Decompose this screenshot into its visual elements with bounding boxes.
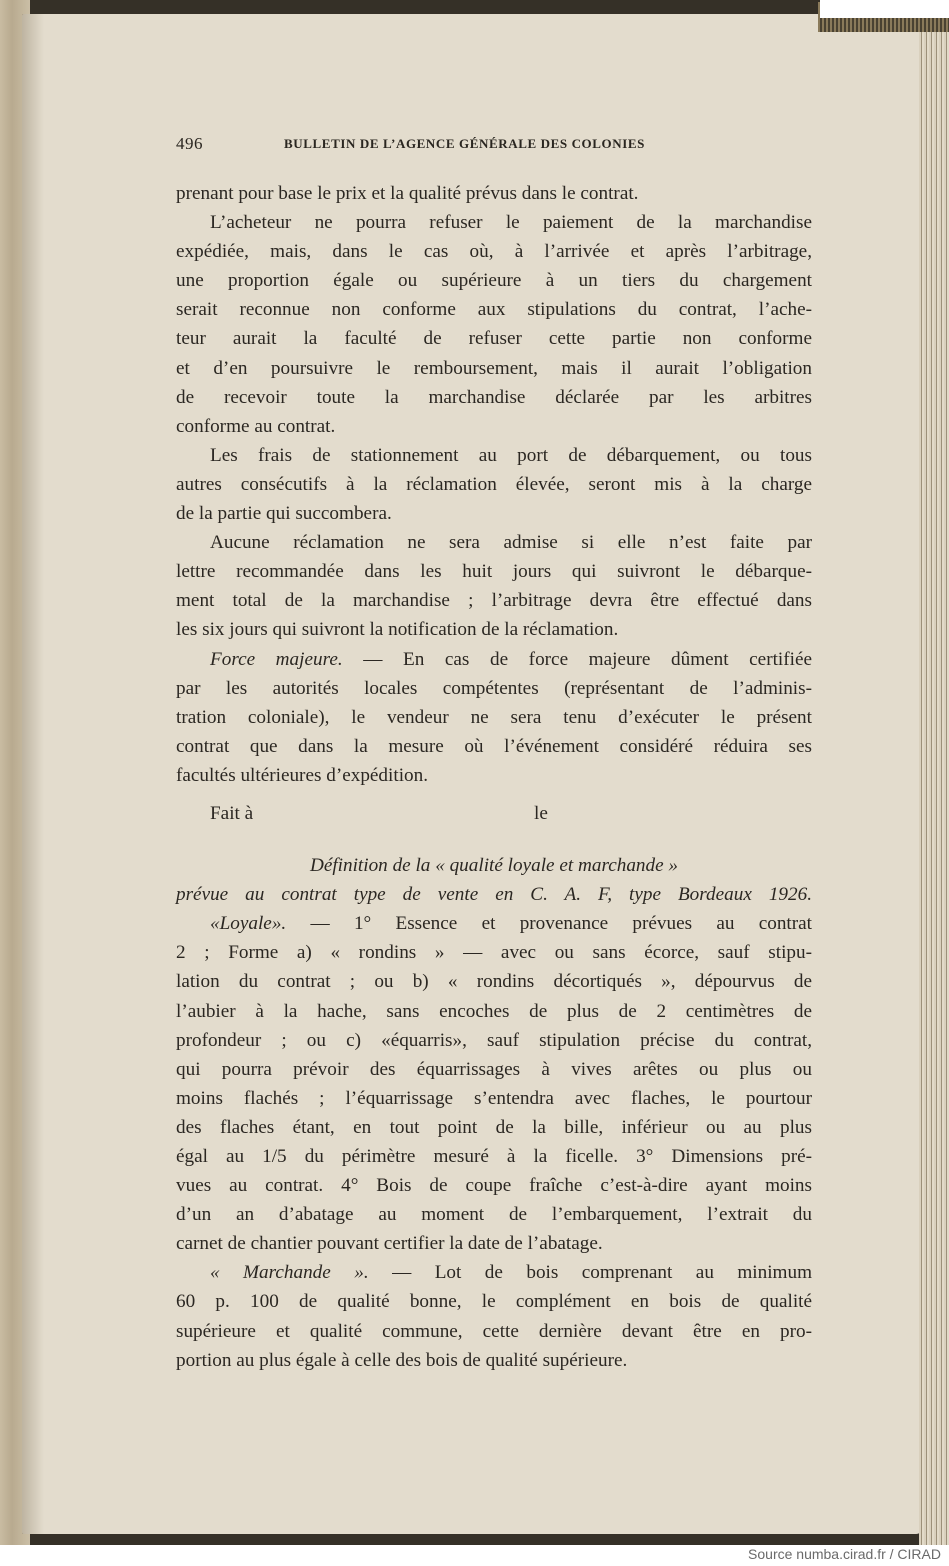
paragraph-lead: «Loyale». xyxy=(210,913,287,935)
text-line: moins flachés ; l’équarrissage s’entendra avec flaches, le pourtour xyxy=(176,1087,812,1109)
page-header xyxy=(176,134,812,156)
text-line: profondeur ; ou c) «équarris», sauf stipulation précise du contrat, xyxy=(176,1029,812,1051)
text-line: autres consécutifs à la réclamation élevée, seront mis à la charge xyxy=(176,473,812,495)
text-line: lation du contrat ; ou b) « rondins décortiqués », dépourvus de xyxy=(176,971,812,993)
text-line: vues au contrat. 4° Bois de coupe fraîche c’est-à-dire ayant moins xyxy=(176,1175,812,1197)
text-line: une proportion égale ou supérieure à un tiers du chargement xyxy=(176,270,812,292)
section-subtitle: prévue au contrat type de vente en C. A. F, type Bordeaux 1926. xyxy=(176,884,812,906)
text-line: lettre recommandée dans les huit jours qui suivront le débarque- xyxy=(176,561,812,583)
page-number: 496 xyxy=(176,134,203,153)
text-line: portion au plus égale à celle des bois de qualité supérieure. xyxy=(176,1349,628,1371)
fait-le-label: le xyxy=(534,802,548,824)
text-line xyxy=(176,1258,812,1287)
text-line: tration coloniale), le vendeur ne sera tenu d’exécuter le présent xyxy=(176,706,812,728)
text-line: Aucune réclamation ne sera admise si elle n’est faite par xyxy=(210,532,812,554)
text-line: l’aubier à la hache, sans encoches de plus de 2 centimètres de xyxy=(176,1000,812,1022)
spacer xyxy=(176,828,812,851)
text-line: qui pourra prévoir des équarrissages à vives arêtes ou plus ou xyxy=(176,1058,812,1080)
source-credit: Source numba.cirad.fr / CIRAD xyxy=(748,1546,941,1562)
text-line: 2 ; Forme a) « rondins » — avec ou sans écorce, sauf stipu- xyxy=(176,942,812,964)
signature-line xyxy=(176,799,812,828)
text-line: expédiée, mais, dans le cas où, à l’arrivée et après l’arbitrage, xyxy=(176,241,812,263)
gutter-shadow xyxy=(22,14,44,1534)
section-title: Définition de la « qualité loyale et marchande » xyxy=(309,855,679,877)
text-line: contrat que dans la mesure où l’événement considéré réduira ses xyxy=(176,735,812,757)
fait-a-label: Fait à xyxy=(210,802,254,824)
text-line: de recevoir toute la marchandise déclarée par les arbitres xyxy=(176,386,812,408)
paragraph-lead: « Marchande ». xyxy=(210,1262,369,1284)
fore-edge xyxy=(919,30,949,1545)
text-line: teur aurait la faculté de refuser cette partie non conforme xyxy=(176,328,812,350)
text-line: prenant pour base le prix et la qualité prévus dans le contrat. xyxy=(176,183,639,204)
text-line: et d’en poursuivre le remboursement, mais il aurait l’obligation xyxy=(176,357,812,379)
running-title: BULLETIN DE L’AGENCE GÉNÉRALE DES COLONIES xyxy=(284,136,646,151)
text-span: — En cas de force majeure dûment certifiée xyxy=(342,648,813,670)
text-line: facultés ultérieures d’expédition. xyxy=(176,764,429,786)
top-white-strip xyxy=(820,0,949,18)
body-text xyxy=(176,179,812,1375)
text-span: — 1° Essence et provenance prévues au contrat xyxy=(286,913,812,935)
text-line: par les autorités locales compétentes (représentant de l’adminis- xyxy=(176,677,812,699)
text-line: conforme au contrat. xyxy=(176,415,336,437)
text-line: d’un an d’abatage au moment de l’embarquement, l’extrait du xyxy=(176,1204,812,1226)
text-line: des flaches étant, en tout point de la bille, inférieur ou au plus xyxy=(176,1116,812,1138)
text-line: serait reconnue non conforme aux stipulations du contrat, l’ache- xyxy=(176,299,812,321)
text-line: supérieure et qualité commune, cette dernière devant être en pro- xyxy=(176,1320,812,1342)
text-line: les six jours qui suivront la notification de la réclamation. xyxy=(176,619,619,641)
paragraph-lead: Force majeure. xyxy=(210,648,343,670)
text-line: Les frais de stationnement au port de débarquement, ou tous xyxy=(210,444,812,466)
text-line xyxy=(176,645,812,674)
text-span: — Lot de bois comprenant au minimum xyxy=(368,1262,812,1284)
text-line: ment total de la marchandise ; l’arbitrage devra être effectué dans xyxy=(176,590,812,612)
text-line: carnet de chantier pouvant certifier la date de l’abatage. xyxy=(176,1233,603,1255)
text-line: de la partie qui succombera. xyxy=(176,503,392,525)
text-line: L’acheteur ne pourra refuser le paiement de la marchandise xyxy=(210,212,812,234)
text-line: égal au 1/5 du périmètre mesuré à la ficelle. 3° Dimensions pré- xyxy=(176,1146,812,1167)
text-line xyxy=(176,909,812,938)
text-line: 60 p. 100 de qualité bonne, le complément en bois de qualité xyxy=(176,1291,812,1313)
